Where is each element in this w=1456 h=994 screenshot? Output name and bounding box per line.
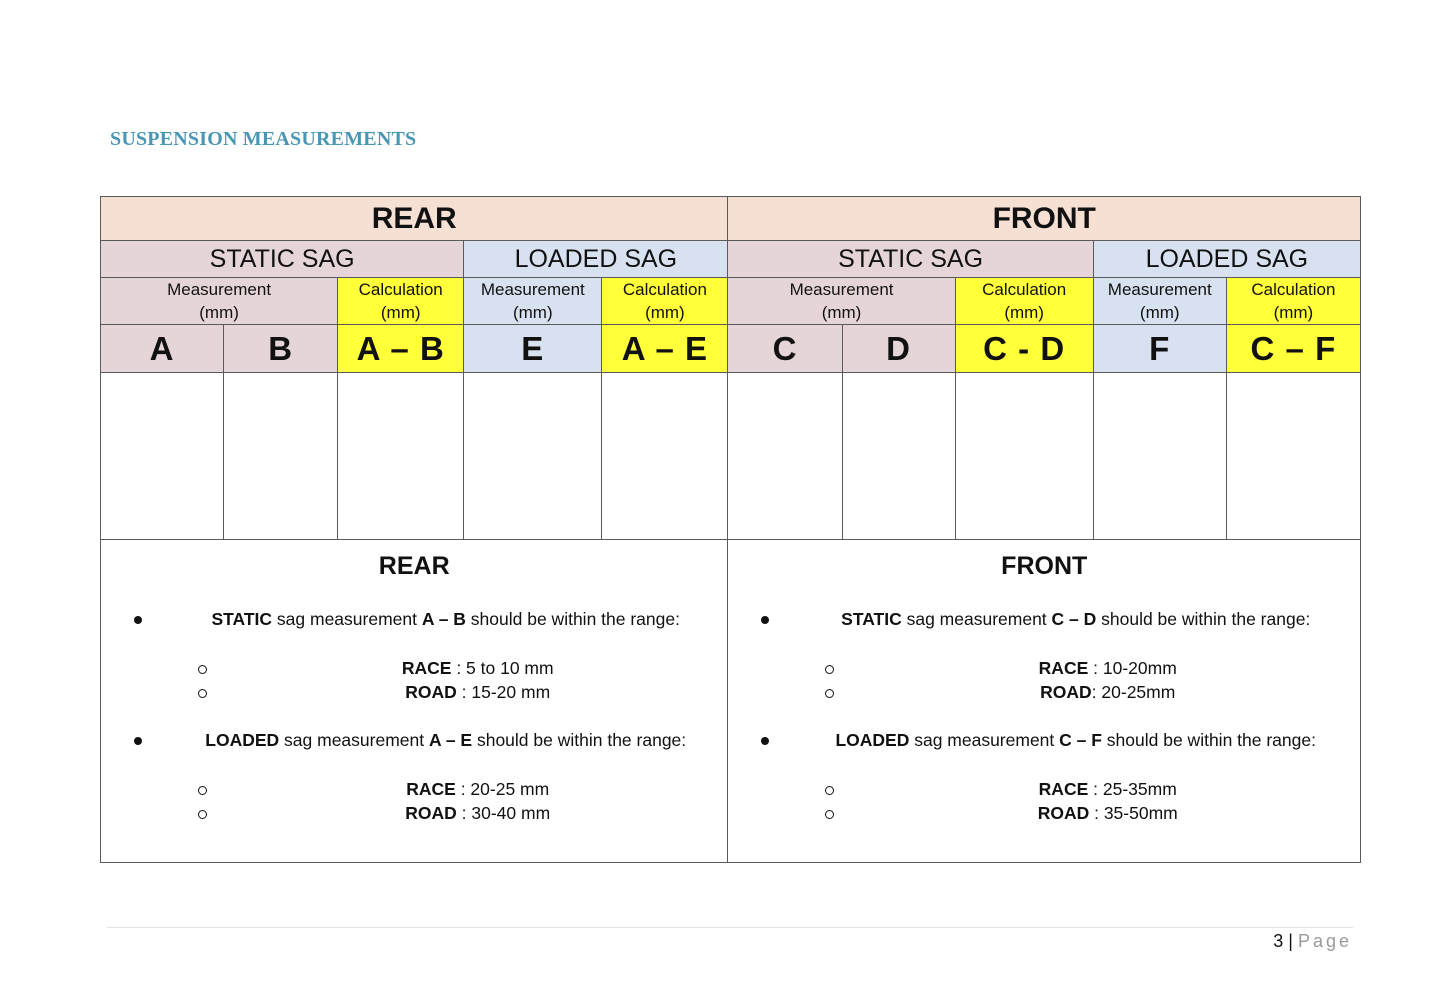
entry-cell-b[interactable] [224, 373, 338, 540]
front-static-road-item: ROAD: 20-25mm [728, 680, 1360, 704]
column-letter-b: B [224, 325, 338, 373]
rear-loaded-calculation-header: Calculation (mm) [602, 278, 728, 325]
front-loaded-calculation-header: Calculation (mm) [1226, 278, 1360, 325]
entry-cell-f[interactable] [1093, 373, 1226, 540]
rear-static-road-item: ROAD : 15-20 mm [101, 680, 727, 704]
entry-cell-a-minus-b[interactable] [338, 373, 464, 540]
front-static-calculation-header: Calculation (mm) [955, 278, 1093, 325]
entry-cell-e[interactable] [464, 373, 602, 540]
circle-bullet-icon [198, 810, 207, 819]
page-word: Page [1297, 931, 1352, 951]
rear-notes [101, 540, 728, 863]
bullet-dot-icon [761, 737, 769, 745]
entry-cell-d[interactable] [842, 373, 955, 540]
column-letter-d: D [842, 325, 955, 373]
rear-static-bullet: STATIC sag measurement A – B should be within the range: [101, 609, 727, 630]
page-title: SUSPENSION MEASUREMENTS [110, 128, 417, 150]
rear-loaded-road-item: ROAD : 30-40 mm [101, 801, 727, 825]
circle-bullet-icon [198, 665, 207, 674]
circle-bullet-icon [825, 689, 834, 698]
front-notes-heading: FRONT [1001, 551, 1088, 580]
column-letter-c: C [728, 325, 842, 373]
entry-cell-a[interactable] [101, 373, 224, 540]
front-loaded-race-item: RACE : 25-35mm [728, 777, 1360, 801]
rear-static-race-item: RACE : 5 to 10 mm [101, 656, 727, 680]
column-letter-a-minus-b: A – B [338, 325, 464, 373]
footer-divider [107, 927, 1353, 928]
column-letter-c-minus-f: C – F [1226, 325, 1360, 373]
rear-loaded-bullet: LOADED sag measurement A – E should be within the range: [101, 730, 727, 751]
front-loaded-measurement-header: Measurement (mm) [1093, 278, 1226, 325]
rear-notes-heading: REAR [378, 551, 450, 580]
suspension-table [100, 196, 1361, 863]
rear-static-sag-header: STATIC SAG [101, 241, 464, 278]
entry-cell-c-minus-d[interactable] [955, 373, 1093, 540]
bullet-dot-icon [761, 616, 769, 624]
front-loaded-road-item: ROAD : 35-50mm [728, 801, 1360, 825]
front-static-race-item: RACE : 10-20mm [728, 656, 1360, 680]
circle-bullet-icon [198, 786, 207, 795]
page-number: 3 [1273, 931, 1284, 951]
column-letter-f: F [1093, 325, 1226, 373]
entry-cell-c[interactable] [728, 373, 842, 540]
rear-static-measurement-header: Measurement (mm) [101, 278, 338, 325]
column-letter-c-minus-d: C - D [955, 325, 1093, 373]
rear-loaded-sag-header: LOADED SAG [464, 241, 728, 278]
front-loaded-bullet: LOADED sag measurement C – F should be within the range: [728, 730, 1360, 751]
rear-loaded-race-item: RACE : 20-25 mm [101, 777, 727, 801]
front-notes [728, 540, 1361, 863]
circle-bullet-icon [825, 665, 834, 674]
rear-header: REAR [101, 197, 728, 241]
column-letter-a-minus-e: A – E [602, 325, 728, 373]
column-letter-a: A [101, 325, 224, 373]
front-static-bullet: STATIC sag measurement C – D should be within the range: [728, 609, 1360, 630]
circle-bullet-icon [198, 689, 207, 698]
entry-cell-a-minus-e[interactable] [602, 373, 728, 540]
bullet-dot-icon [134, 737, 142, 745]
front-static-measurement-header: Measurement (mm) [728, 278, 955, 325]
rear-static-calculation-header: Calculation (mm) [338, 278, 464, 325]
circle-bullet-icon [825, 810, 834, 819]
footer-separator: | [1283, 931, 1298, 951]
entry-cell-c-minus-f[interactable] [1226, 373, 1360, 540]
page-footer [1273, 931, 1352, 952]
circle-bullet-icon [825, 786, 834, 795]
rear-loaded-measurement-header: Measurement (mm) [464, 278, 602, 325]
column-letter-e: E [464, 325, 602, 373]
front-header: FRONT [728, 197, 1361, 241]
front-loaded-sag-header: LOADED SAG [1093, 241, 1360, 278]
front-static-sag-header: STATIC SAG [728, 241, 1093, 278]
bullet-dot-icon [134, 616, 142, 624]
